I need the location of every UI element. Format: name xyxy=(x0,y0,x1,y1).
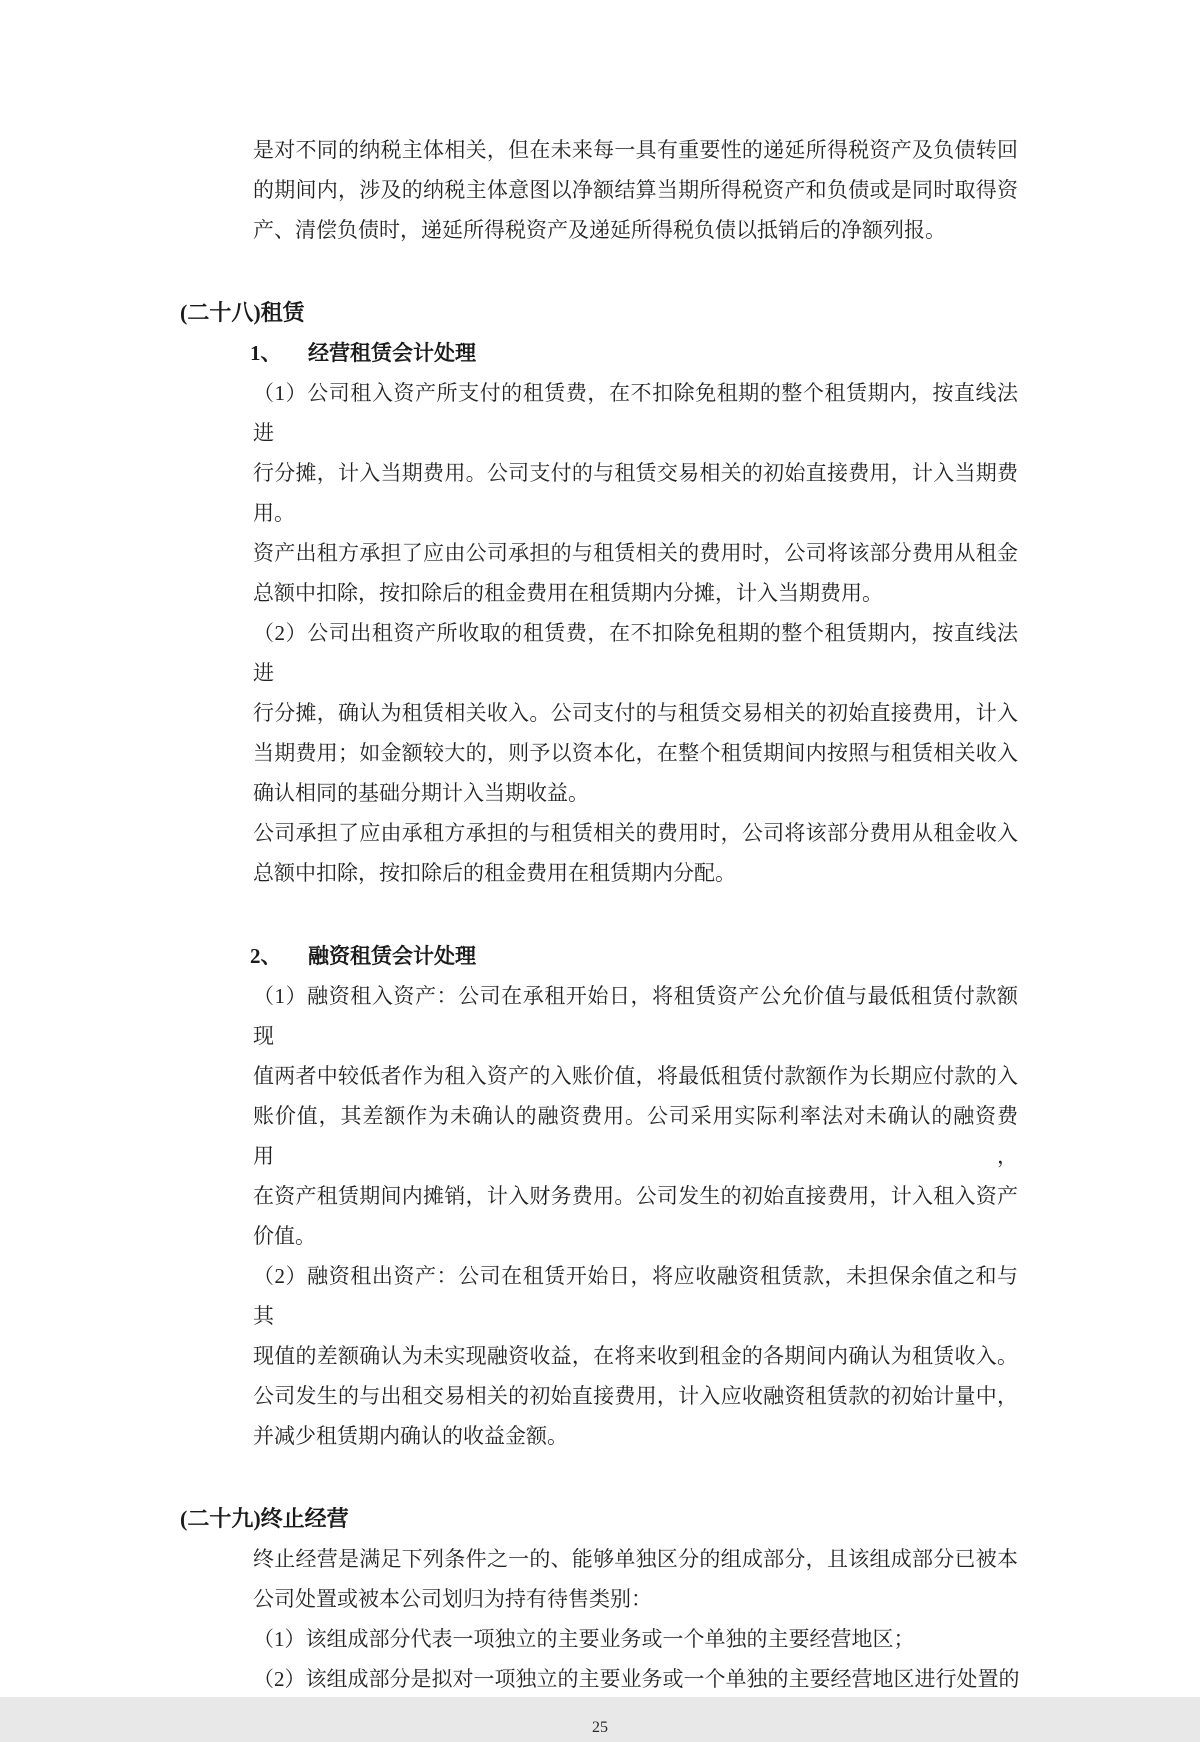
text-line: 终止经营是满足下列条件之一的、能够单独区分的组成部分，且该组成部分已被本 xyxy=(253,1547,1018,1571)
text-line: 行分摊，计入当期费用。公司支付的与租赁交易相关的初始直接费用，计入当期费 xyxy=(253,461,1018,485)
text-line: 账价值，其差额作为未确认的融资费用。公司采用实际利率法对未确认的融资费用， xyxy=(253,1104,1018,1168)
paragraph xyxy=(253,813,1018,893)
subsection-title: 融资租赁会计处理 xyxy=(308,944,476,968)
paragraph xyxy=(253,1539,1018,1619)
paragraph xyxy=(253,1256,1018,1456)
text-line: （2）该组成部分是拟对一项独立的主要业务或一个单独的主要经营地区进行处置的 xyxy=(253,1667,1020,1691)
text-line: （1）公司租入资产所支付的租赁费，在不扣除免租期的整个租赁期内，按直线法进 xyxy=(253,381,1018,445)
text-line: 现值的差额确认为未实现融资收益，在将来收到租金的各期间内确认为租赁收入。 xyxy=(253,1344,1018,1368)
text-line: 值两者中较低者作为租入资产的入账价值，将最低租赁付款额作为长期应付款的入 xyxy=(253,1064,1018,1088)
page-number: 25 xyxy=(592,1719,608,1736)
paragraph xyxy=(253,533,1018,613)
subsection-number: 2、 xyxy=(250,944,282,968)
subsection-number: 1、 xyxy=(250,341,282,365)
text-line: 行分摊，确认为租赁相关收入。公司支付的与租赁交易相关的初始直接费用，计入 xyxy=(253,701,1018,725)
text-line: 公司承担了应由承租方承担的与租赁相关的费用时，公司将该部分费用从租金收入 xyxy=(253,821,1018,845)
text-line: （2）融资租出资产：公司在租赁开始日，将应收融资租赁款，未担保余值之和与其 xyxy=(253,1264,1018,1328)
paragraph xyxy=(253,613,1018,813)
subsection-heading xyxy=(250,333,1020,373)
text-line: 是对不同的纳税主体相关，但在未来每一具有重要性的递延所得税资产及负债转回 xyxy=(253,138,1018,162)
text-line: 用。 xyxy=(253,501,295,525)
text-line: （1）融资租入资产：公司在承租开始日，将租赁资产公允价值与最低租赁付款额现 xyxy=(253,984,1018,1048)
text-line: 并减少租赁期内确认的收益金额。 xyxy=(253,1424,568,1448)
section-heading: (二十九)终止经营 xyxy=(180,1506,349,1531)
text-line: 公司发生的与出租交易相关的初始直接费用，计入应收融资租赁款的初始计量中， xyxy=(253,1384,1018,1408)
text-line: 在资产租赁期间内摊销，计入财务费用。公司发生的初始直接费用，计入租入资产 xyxy=(253,1184,1018,1208)
text-line: 公司处置或被本公司划归为持有待售类别： xyxy=(253,1587,652,1611)
subsection-title: 经营租赁会计处理 xyxy=(308,341,476,365)
text-line: （2）公司出租资产所收取的租赁费，在不扣除免租期的整个租赁期内，按直线法进 xyxy=(253,621,1018,685)
text-line: 价值。 xyxy=(253,1224,316,1248)
section-heading: (二十八)租赁 xyxy=(180,300,305,325)
text-line: 当期费用；如金额较大的，则予以资本化，在整个租赁期间内按照与租赁相关收入 xyxy=(253,741,1018,765)
text-line: 总额中扣除，按扣除后的租金费用在租赁期内分配。 xyxy=(253,861,736,885)
paragraph xyxy=(253,1659,1018,1699)
document-flow xyxy=(180,130,1020,1742)
text-line: 的期间内，涉及的纳税主体意图以净额结算当期所得税资产和负债或是同时取得资 xyxy=(253,178,1018,202)
text-line: 产、清偿负债时，递延所得税资产及递延所得税负债以抵销后的净额列报。 xyxy=(253,218,946,242)
paragraph xyxy=(253,373,1018,533)
paragraph xyxy=(253,130,1018,250)
paragraph xyxy=(253,1619,1018,1659)
text-line: 总额中扣除，按扣除后的租金费用在租赁期内分摊，计入当期费用。 xyxy=(253,581,883,605)
paragraph xyxy=(253,976,1018,1256)
text-line: 资产出租方承担了应由公司承担的与租赁相关的费用时，公司将该部分费用从租金 xyxy=(253,541,1018,565)
text-line: （1）该组成部分代表一项独立的主要业务或一个单独的主要经营地区； xyxy=(253,1627,915,1651)
text-line: 确认相同的基础分期计入当期收益。 xyxy=(253,781,589,805)
subsection-heading xyxy=(250,936,1020,976)
